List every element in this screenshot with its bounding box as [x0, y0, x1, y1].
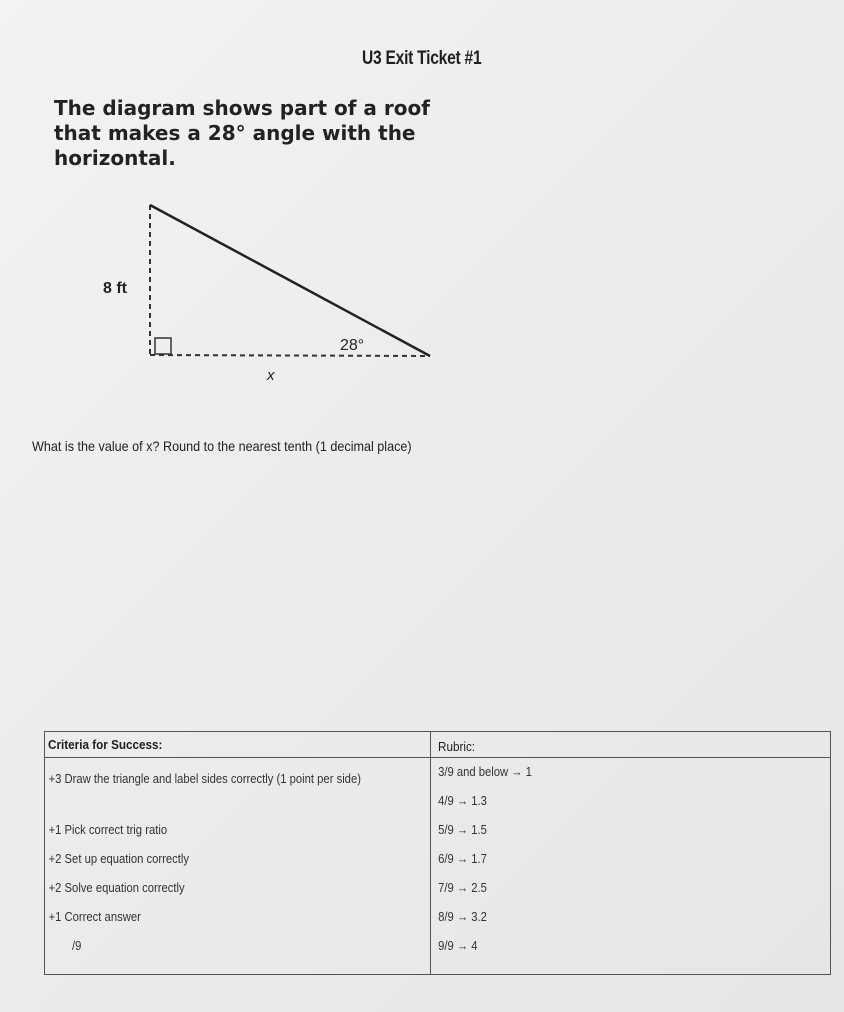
rubric-item: 3/9 and below → 1 — [438, 765, 532, 779]
rubric-item: 6/9 → 1.7 — [438, 852, 487, 866]
criteria-item: +2 Solve equation correctly — [48, 881, 185, 895]
rubric-column — [430, 732, 830, 974]
rubric-item: 4/9 → 1.3 — [438, 794, 487, 808]
criteria-rubric-table — [44, 731, 831, 975]
horizontal-side — [150, 355, 430, 356]
rubric-header: Rubric: — [438, 739, 476, 754]
criteria-item: +1 Correct answer — [48, 910, 141, 924]
score-total: /9 — [72, 939, 82, 953]
criteria-item: +2 Set up equation correctly — [48, 852, 189, 866]
right-angle-marker — [155, 338, 171, 354]
rubric-item: 8/9 → 3.2 — [438, 910, 487, 924]
rubric-item: 5/9 → 1.5 — [438, 823, 487, 837]
rubric-list — [430, 765, 830, 968]
problem-prompt: The diagram shows part of a roof that makes a 28° angle with the horizontal. — [54, 96, 430, 170]
side-label: 8 ft — [103, 280, 127, 297]
rubric-item: 9/9 → 4 — [438, 939, 478, 953]
criteria-header-row — [45, 732, 430, 758]
roof-hypotenuse — [150, 205, 430, 356]
criteria-header: Criteria for Success: — [48, 737, 163, 752]
angle-label: 28° — [340, 337, 365, 354]
criteria-item: +3 Draw the triangle and label sides correctly (1 point per side) — [48, 772, 361, 786]
page-title: U3 Exit Ticket #1 — [362, 48, 482, 69]
question-text: What is the value of x? Round to the nearest tenth (1 decimal place) — [32, 438, 412, 454]
rubric-header-row — [430, 732, 830, 758]
rubric-item: 7/9 → 2.5 — [438, 881, 487, 895]
base-label: x — [267, 367, 275, 384]
criteria-item: +1 Pick correct trig ratio — [48, 823, 168, 837]
criteria-column — [45, 732, 431, 974]
criteria-list — [45, 765, 430, 968]
